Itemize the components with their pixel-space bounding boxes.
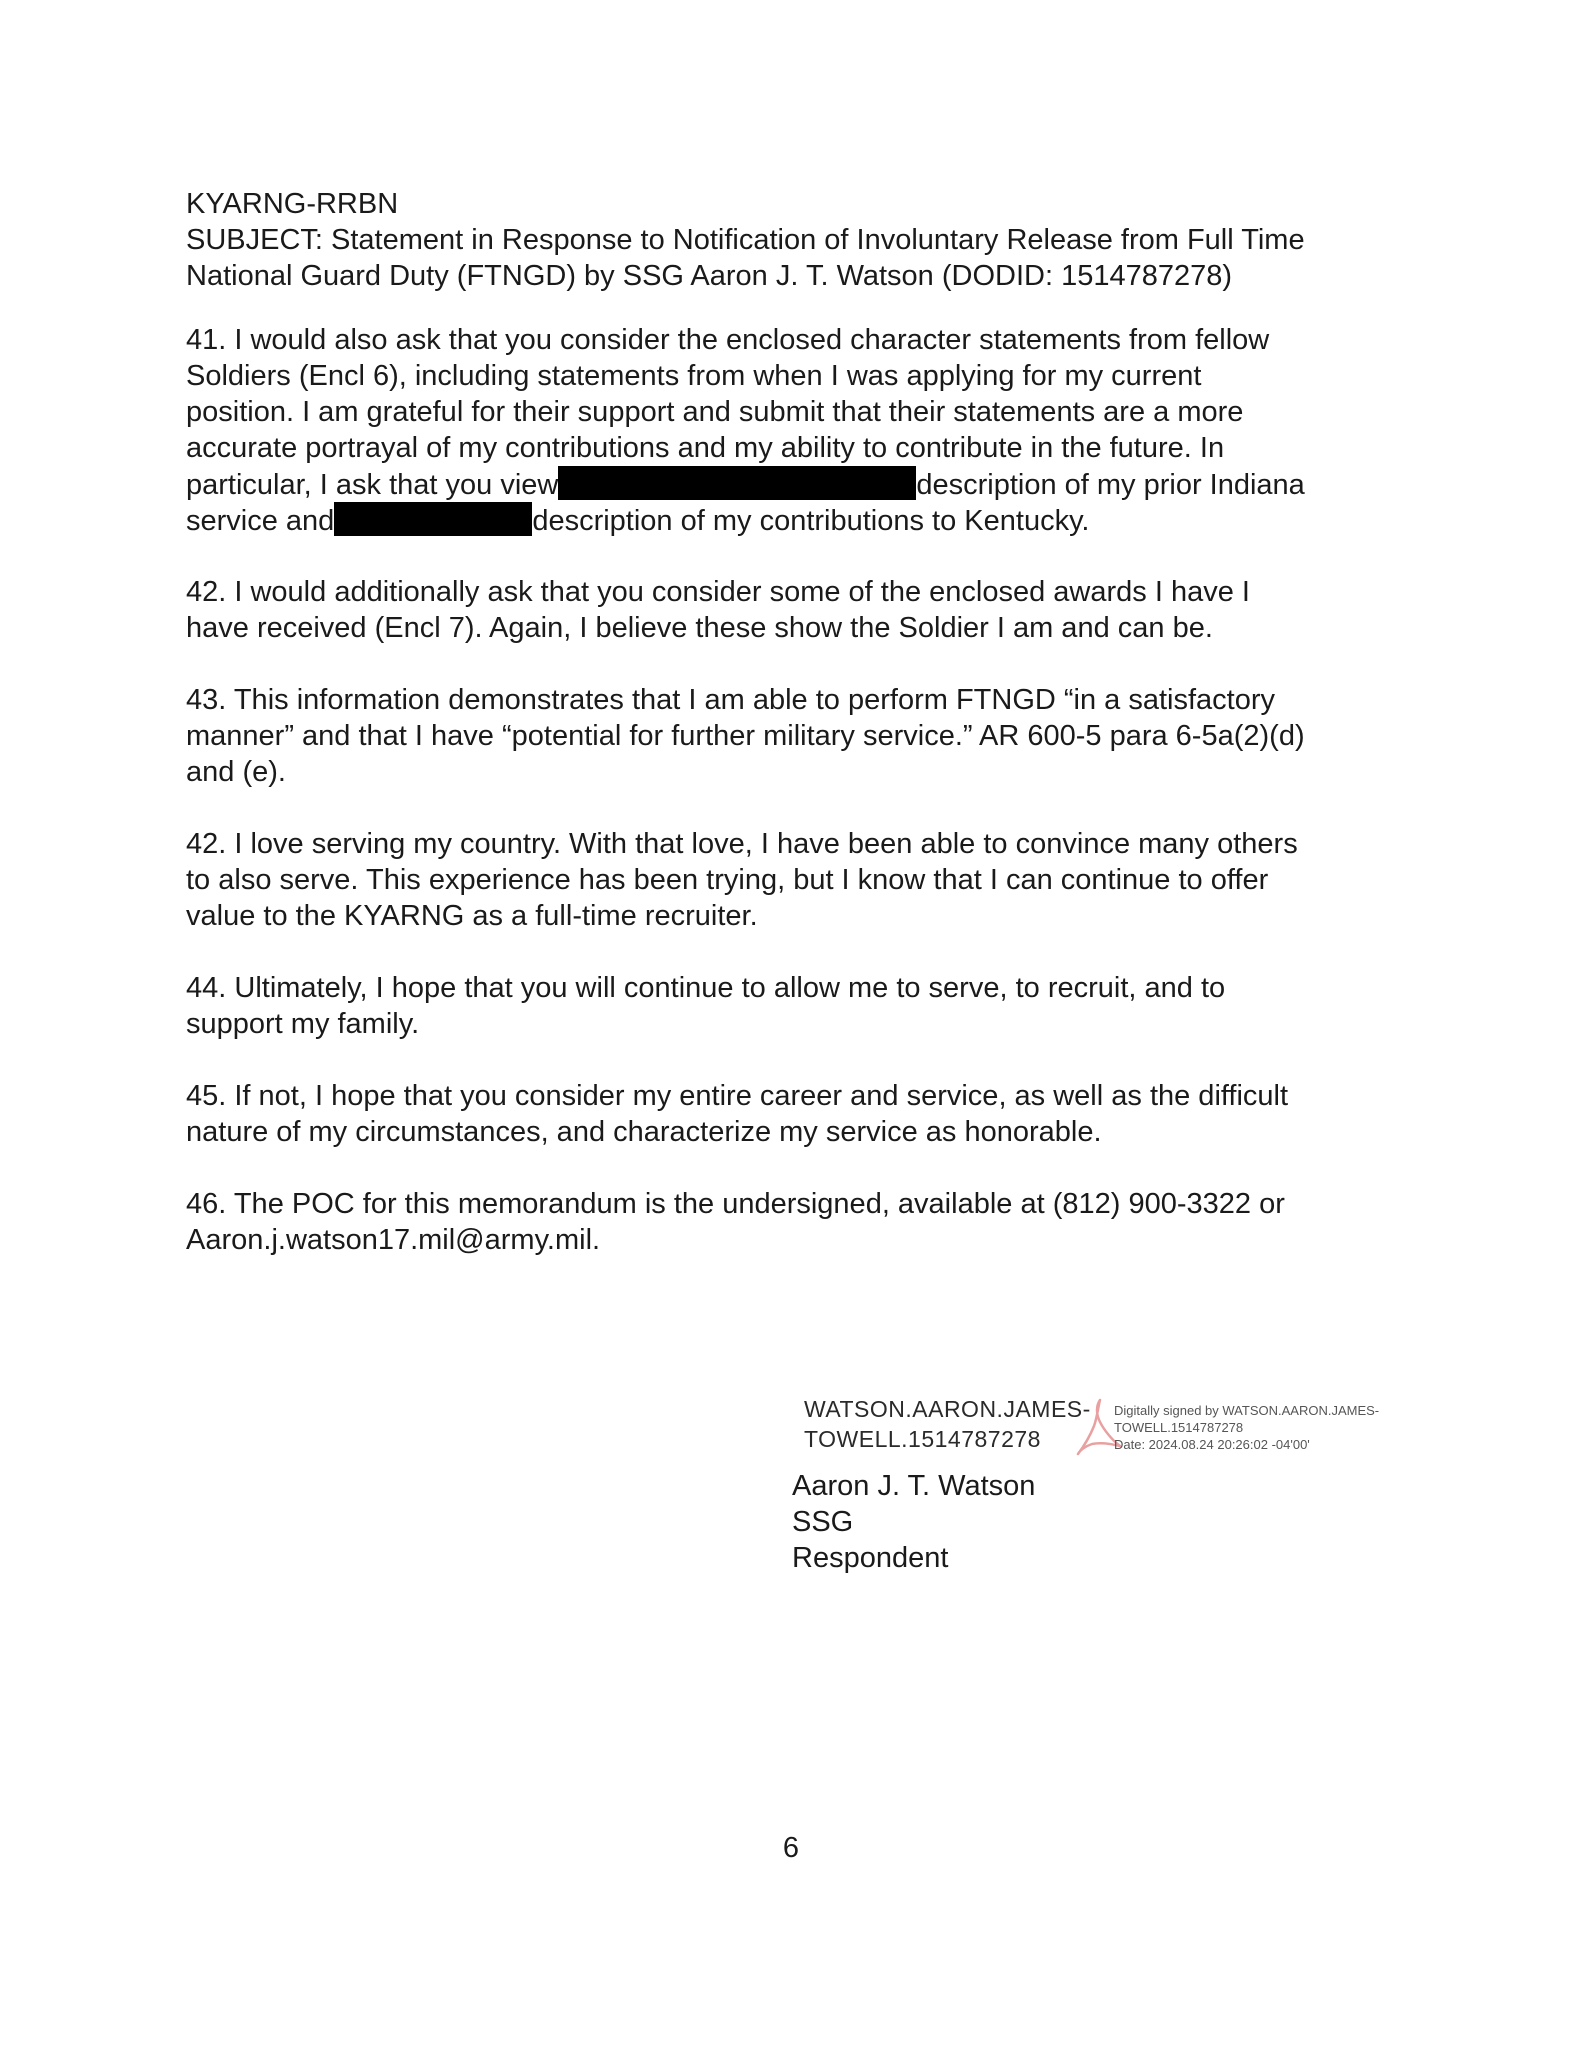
signature-name-line: WATSON.AARON.JAMES- — [804, 1396, 1091, 1422]
paragraph-line: 42. I would additionally ask that you consider some of the enclosed awards I have I — [186, 576, 1250, 608]
signature-block — [792, 1468, 1035, 1576]
signature-date: Date: 2024.08.24 20:26:02 -04'00' — [1114, 1437, 1310, 1452]
signer-rank: SSG — [792, 1506, 854, 1538]
paragraph-46 — [186, 1186, 1406, 1258]
paragraph-line: 45. If not, I hope that you consider my entire career and service, as well as the difficult — [186, 1080, 1289, 1112]
paragraph-line: nature of my circumstances, and characterize my service as honorable. — [186, 1116, 1102, 1148]
memo-body — [186, 322, 1406, 1294]
digital-signature[interactable] — [804, 1394, 1404, 1474]
paragraph-43 — [186, 682, 1406, 790]
subject-line-1: SUBJECT: Statement in Response to Notification of Involuntary Release from Full Time — [186, 224, 1305, 256]
line-segment: description of my prior Indiana — [916, 469, 1305, 501]
paragraph-line: to also serve. This experience has been trying, but I know that I can continue to offer — [186, 864, 1269, 896]
paragraph-line: manner” and that I have “potential for further military service.” AR 600-5 para 6-5a(2)(d) — [186, 720, 1305, 752]
paragraph-line: 43. This information demonstrates that I am able to perform FTNGD “in a satisfactory — [186, 684, 1276, 716]
paragraph-line: and (e). — [186, 756, 286, 788]
page-number: 6 — [782, 1832, 800, 1864]
paragraph-line: 41. I would also ask that you consider the enclosed character statements from fellow — [186, 324, 1270, 356]
paragraph-line: 42. I love serving my country. With that love, I have been able to convince many others — [186, 828, 1298, 860]
signature-details — [1114, 1402, 1379, 1453]
paragraph-line: Aaron.j.watson17.mil@army.mil. — [186, 1224, 601, 1256]
paragraph-42-country — [186, 826, 1406, 934]
paragraph-44 — [186, 970, 1406, 1042]
paragraph-line — [186, 466, 1406, 502]
line-segment: particular, I ask that you view — [186, 469, 559, 501]
subject-line-2: National Guard Duty (FTNGD) by SSG Aaron J. T. Watson (DODID: 1514787278) — [186, 260, 1233, 292]
line-segment: description of my contributions to Kentucky. — [532, 505, 1090, 537]
signer-role: Respondent — [792, 1542, 949, 1574]
paragraph-line: Soldiers (Encl 6), including statements from when I was applying for my current — [186, 360, 1202, 392]
paragraph-line: accurate portrayal of my contributions and my ability to contribute in the future. In — [186, 432, 1225, 464]
paragraph-line: 46. The POC for this memorandum is the undersigned, available at (812) 900-3322 or — [186, 1188, 1285, 1220]
paragraph-line: support my family. — [186, 1008, 420, 1040]
paragraph-45 — [186, 1078, 1406, 1150]
paragraph-line — [186, 502, 1406, 538]
signature-detail-line: TOWELL.1514787278 — [1114, 1420, 1244, 1435]
signer-name: Aaron J. T. Watson — [792, 1470, 1036, 1502]
signature-detail-line: Digitally signed by WATSON.AARON.JAMES- — [1114, 1403, 1380, 1418]
paragraph-41 — [186, 322, 1406, 538]
memo-header — [186, 186, 1406, 294]
paragraph-line: 44. Ultimately, I hope that you will continue to allow me to serve, to recruit, and to — [186, 972, 1226, 1004]
redaction-box — [558, 466, 916, 500]
signature-name — [804, 1394, 1091, 1454]
paragraph-42-awards — [186, 574, 1406, 646]
paragraph-line: position. I am grateful for their support and submit that their statements are a more — [186, 396, 1244, 428]
office-symbol: KYARNG-RRBN — [186, 188, 399, 220]
paragraph-line: value to the KYARNG as a full-time recruiter. — [186, 900, 758, 932]
line-segment: service and — [186, 505, 335, 537]
signature-name-line: TOWELL.1514787278 — [804, 1426, 1041, 1452]
redaction-box — [334, 502, 532, 536]
paragraph-line: have received (Encl 7). Again, I believe these show the Soldier I am and can be. — [186, 612, 1213, 644]
